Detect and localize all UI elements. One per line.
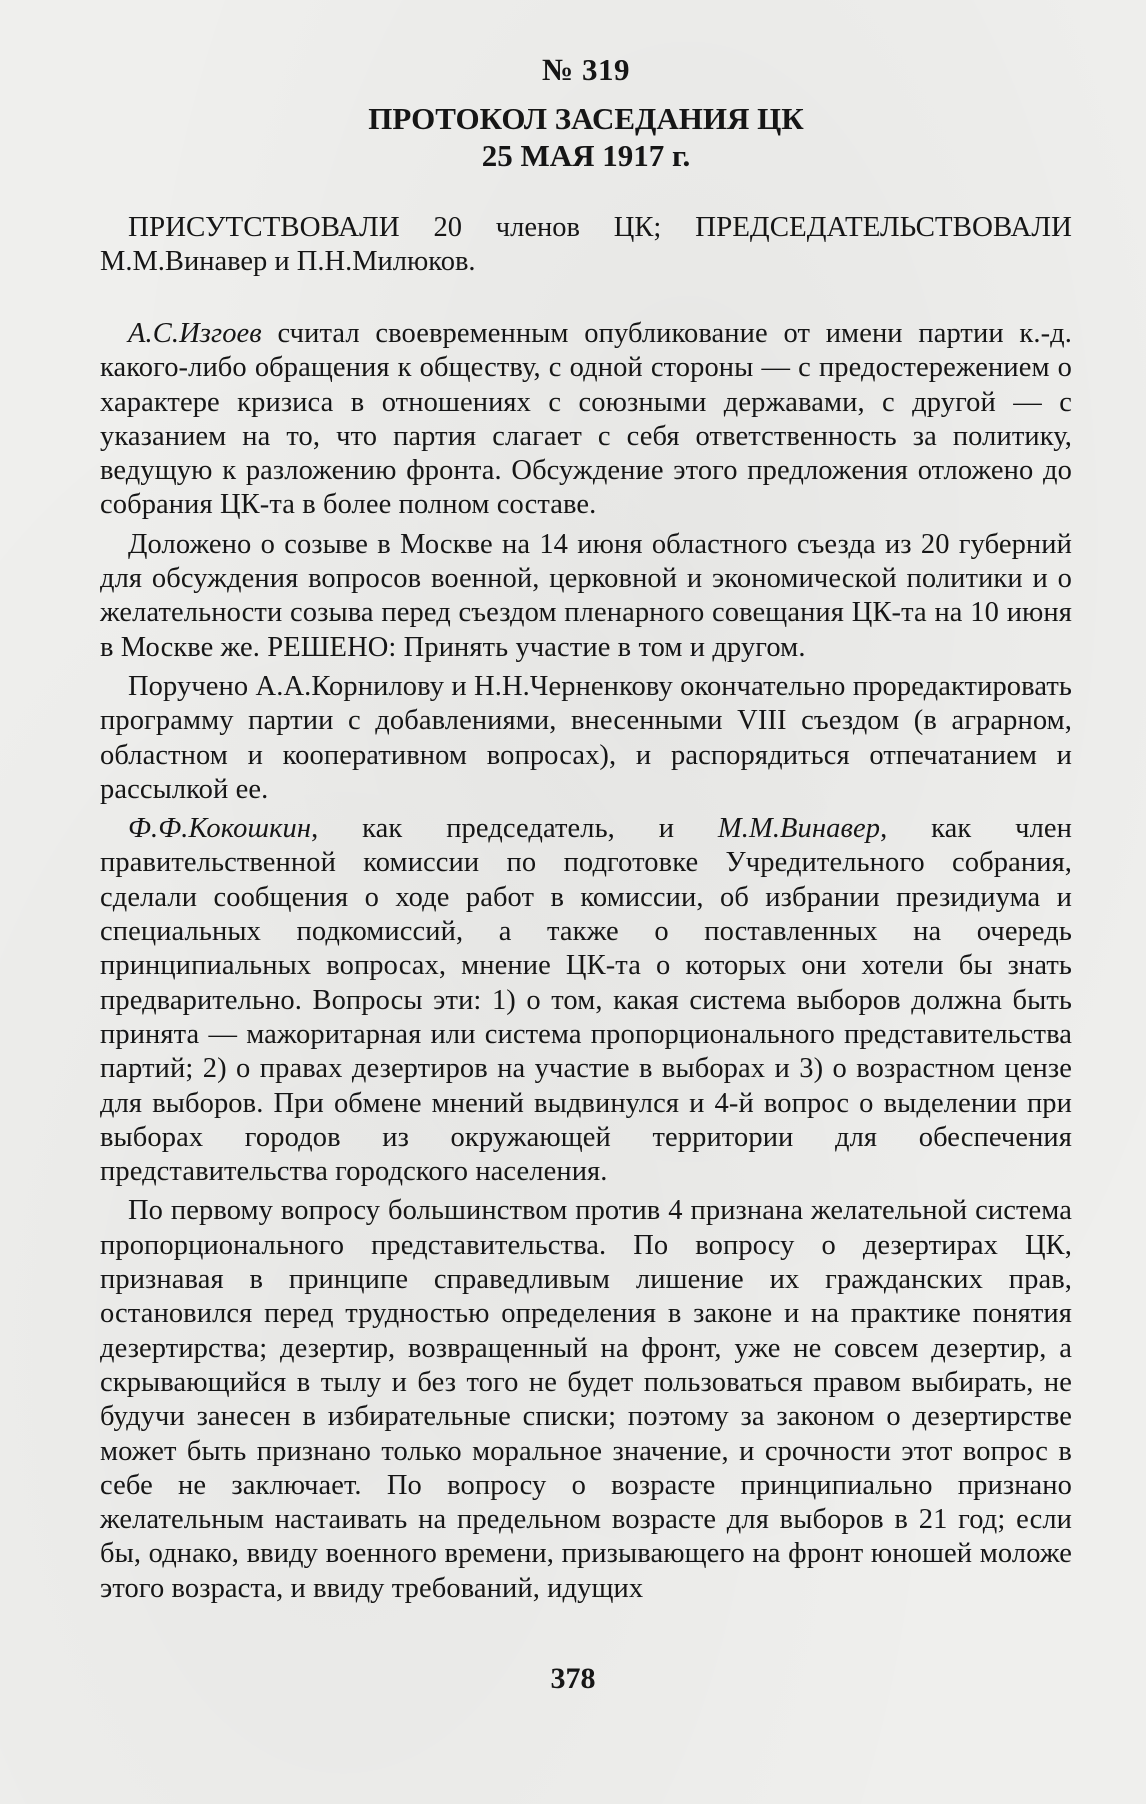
speaker-name-izgoev: А.С.Изгоев <box>128 318 262 349</box>
paragraph-commission <box>100 812 1072 1189</box>
document-date: 25 МАЯ 1917 г. <box>481 138 691 173</box>
paragraph-program <box>100 670 1072 807</box>
paragraph-text: Доложено о созыве в Москве на 14 июня областного съезда из 20 губерний для обсуждения вопросов военной, церковной и экономической политики и о желательности созыва перед съездом пленарного совещания ЦК-та на 10 июня в Москве же. <box>100 528 1072 663</box>
paragraph-text: Поручено А.А.Корнилову и Н.Н.Черненкову окончательно проредактировать программу партии с добавлениями, внесенными VIII съездом (в аграрном, областном и кооперативном вопросах), и распорядиться отпечатанием и рассылкой ее. <box>100 670 1072 805</box>
speaker-name-vinaver: М.М.Винавер <box>717 813 881 845</box>
paragraph-decisions <box>100 1194 1072 1606</box>
paragraph-text: , как член правительственной комиссии по подготовке Учредительного собрания, сделали сообщения о ходе работ в комиссии, об избрании президиума и специальных подкомиссий, а также о поставленных на очередь принципиальных вопросах, мнение ЦК-та о которых они хотели бы знать предварительно. Вопросы эти: 1) о том, какая система выборов должна быть принята — мажоритарная или система пропорционального представительства партий; 2) о правах дезертиров на участие в выборах и 3) о возрастном цензе для выборов. При обмене мнений выдвинулся и 4-й вопрос о выделении при выборах городов из окружающей территории для обеспечения представительства городского населения. <box>100 813 1072 1188</box>
attendance-label: ПРИСУТСТВОВАЛИ <box>128 211 400 243</box>
paragraph-izgoev <box>100 317 1072 523</box>
paragraph-text: , как председатель, и <box>311 813 718 845</box>
document-body <box>100 40 1072 1611</box>
document-title: ПРОТОКОЛ ЗАСЕДАНИЯ ЦК <box>368 101 804 136</box>
chairmanship-label: ПРЕДСЕДАТЕЛЬСТВОВАЛИ <box>695 211 1072 243</box>
paragraph-congress <box>100 528 1072 665</box>
paragraph-text: считал своевременным опубликование от имени партии к.-д. какого-либо обращения к обществу, с одной стороны — с предостережением о характере кризиса в отношениях с союзными державами, с другой — с указанием на то, что партия слагает с себя ответственность за политику, ведущую к разложению фронта. Обсуждение этого предложения отложено до собрания ЦК-та в более полном составе. <box>100 318 1072 521</box>
decision-label: РЕШЕНО: <box>267 631 397 663</box>
speaker-name-kokoshkin: Ф.Ф.Кокошкин <box>128 813 312 845</box>
attendance-statement <box>100 210 1072 279</box>
chairmen-names: М.М.Винавер и П.Н.Милюков. <box>100 246 476 277</box>
paragraph-text: По первому вопросу большинством против 4 признана желательной система пропорционального представительства. По вопросу о дезертирах ЦК, признавая в принципе справедливым лишение их гражданских прав, остановился перед трудностью определения в законе и на практике понятия дезертирства; дезертир, возвращенный на фронт, уже не совсем дезертир, а скрывающийся в тылу и без того не будет пользоваться правом выбирать, не будучи занесен в избирательные списки; поэтому за законом о дезертирстве может быть признано только моральное значение, и срочности этот вопрос в себе не заключает. По вопросу о возрасте принципиально признано желательным настаивать на предельном возрасте для выборов в 21 год; если бы, однако, ввиду военного времени, призывающего на фронт юношей моложе этого возраста, и ввиду требований, идущих <box>100 1195 1072 1604</box>
attendance-count: 20 членов ЦК; <box>399 212 696 243</box>
document-number: № 319 <box>542 52 630 87</box>
decision-text: Принять участие в том и другом. <box>396 631 806 663</box>
page-number: 378 <box>550 1662 596 1695</box>
